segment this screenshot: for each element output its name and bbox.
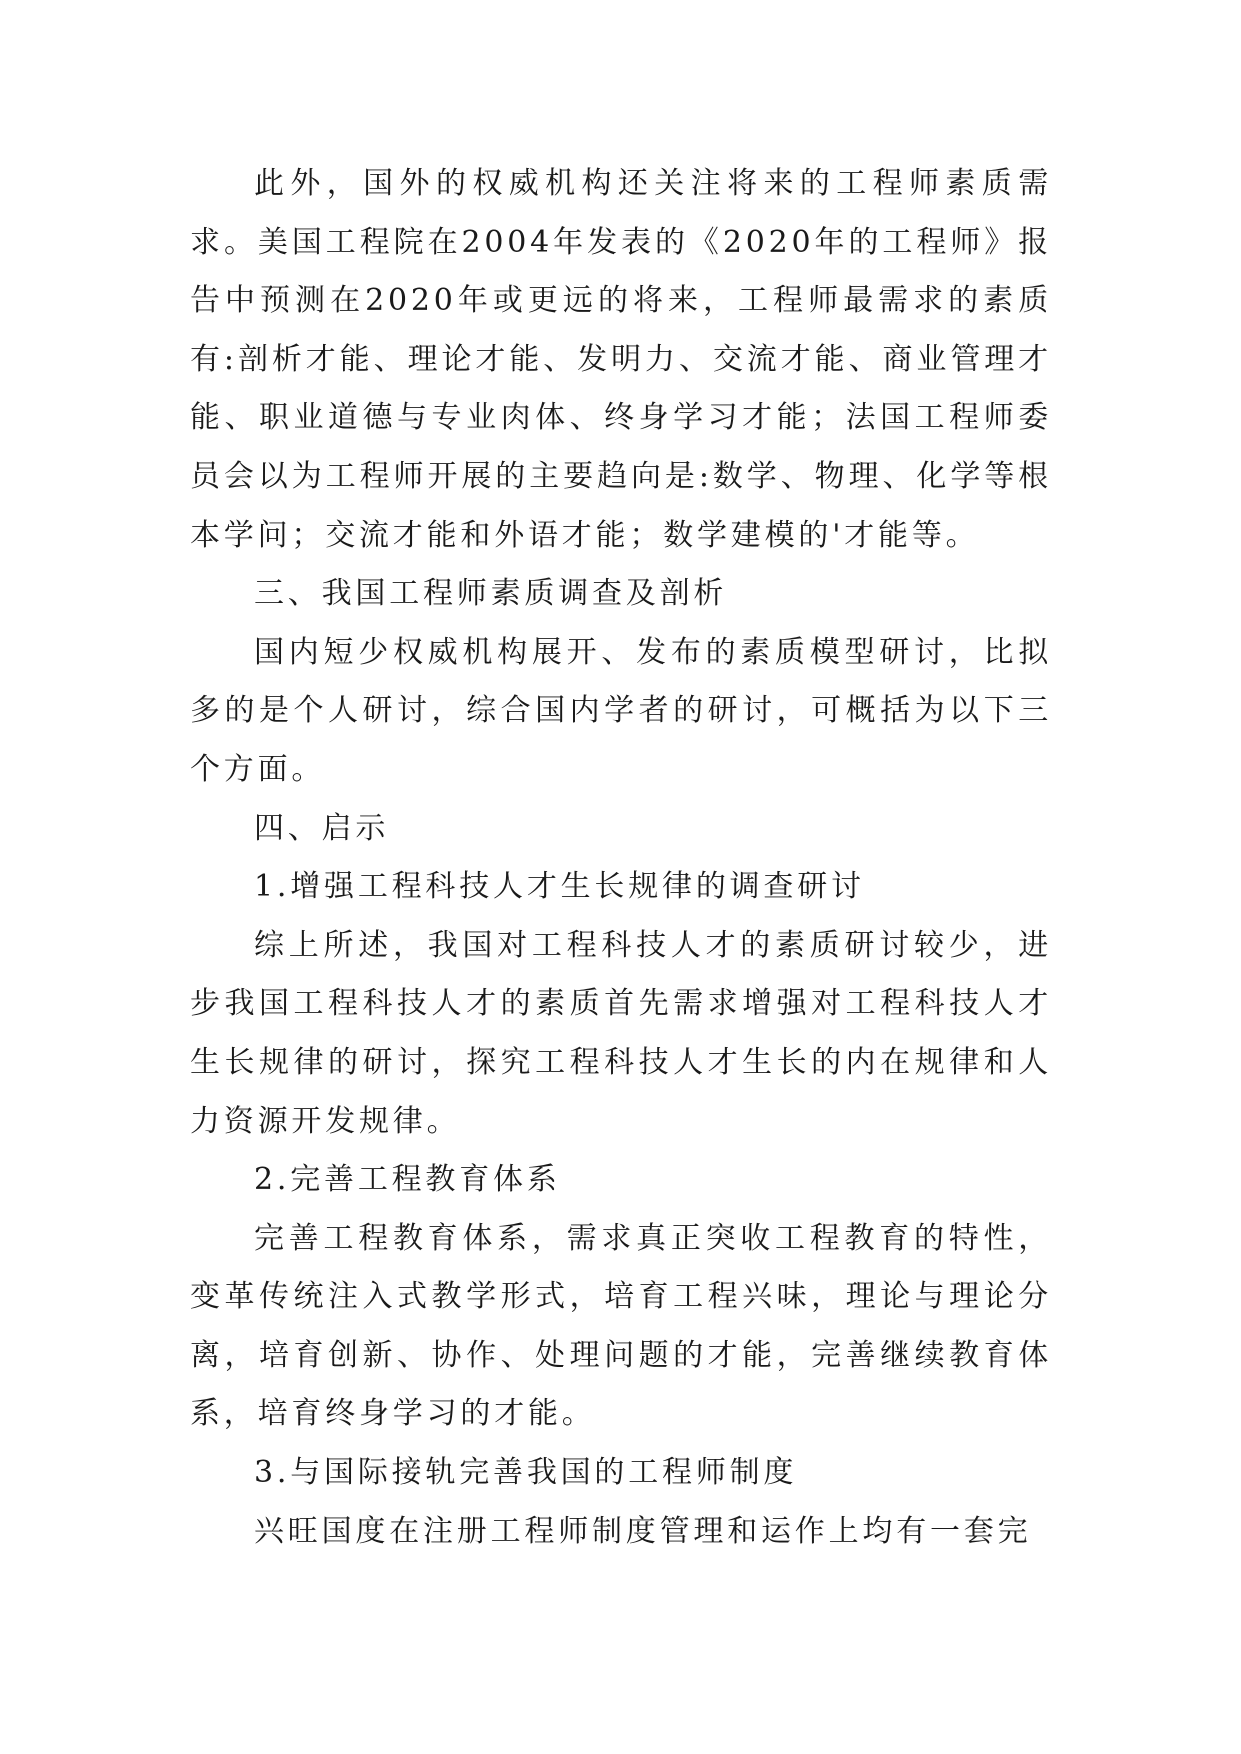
paragraph-engineer-system: 兴旺国度在注册工程师制度管理和运作上均有一套完 <box>254 1513 1032 1549</box>
subheading-growth-research: 1.增强工程科技人才生长规律的调查研讨 <box>254 869 865 905</box>
section-heading-survey: 三、我国工程师素质调查及剖析 <box>254 576 728 612</box>
paragraph-domestic-research: 国内短少权威机构展开、发布的素质模型研讨，比拟多的是个人研讨，综合国内学者的研讨，可概括为以下三个方面。 <box>190 634 1052 787</box>
paragraph-future-engineer-qualities: 此外，国外的权威机构还关注将来的工程师素质需求。美国工程院在2004年发表的《2020年的工程师》报告中预测在2020年或更远的将来，工程师最需求的素质有:剖析才能、理论才能、发明力、交流才能、商业管理才能、职业道德与专业肉体、终身学习才能；法国工程师委员会以为工程师开展的主要趋向是:数学、物理、化学等根本学问；交流才能和外语才能；数学建模的'才能等。 <box>190 166 1052 553</box>
paragraph-growth-research: 综上所述，我国对工程科技人才的素质研讨较少，进步我国工程科技人才的素质首先需求增强对工程科技人才生长规律的研讨，探究工程科技人才生长的内在规律和人力资源开发规律。 <box>190 927 1052 1139</box>
paragraph-education-system: 完善工程教育体系，需求真正突收工程教育的特性，变革传统注入式教学形式，培育工程兴味，理论与理论分离，培育创新、协作、处理问题的才能，完善继续教育体系，培育终身学习的才能。 <box>190 1220 1052 1432</box>
section-heading-insights: 四、启示 <box>254 810 390 846</box>
subheading-engineer-system: 3.与国际接轨完善我国的工程师制度 <box>254 1455 798 1491</box>
document-page <box>190 155 1052 1561</box>
subheading-education-system: 2.完善工程教育体系 <box>254 1162 561 1198</box>
